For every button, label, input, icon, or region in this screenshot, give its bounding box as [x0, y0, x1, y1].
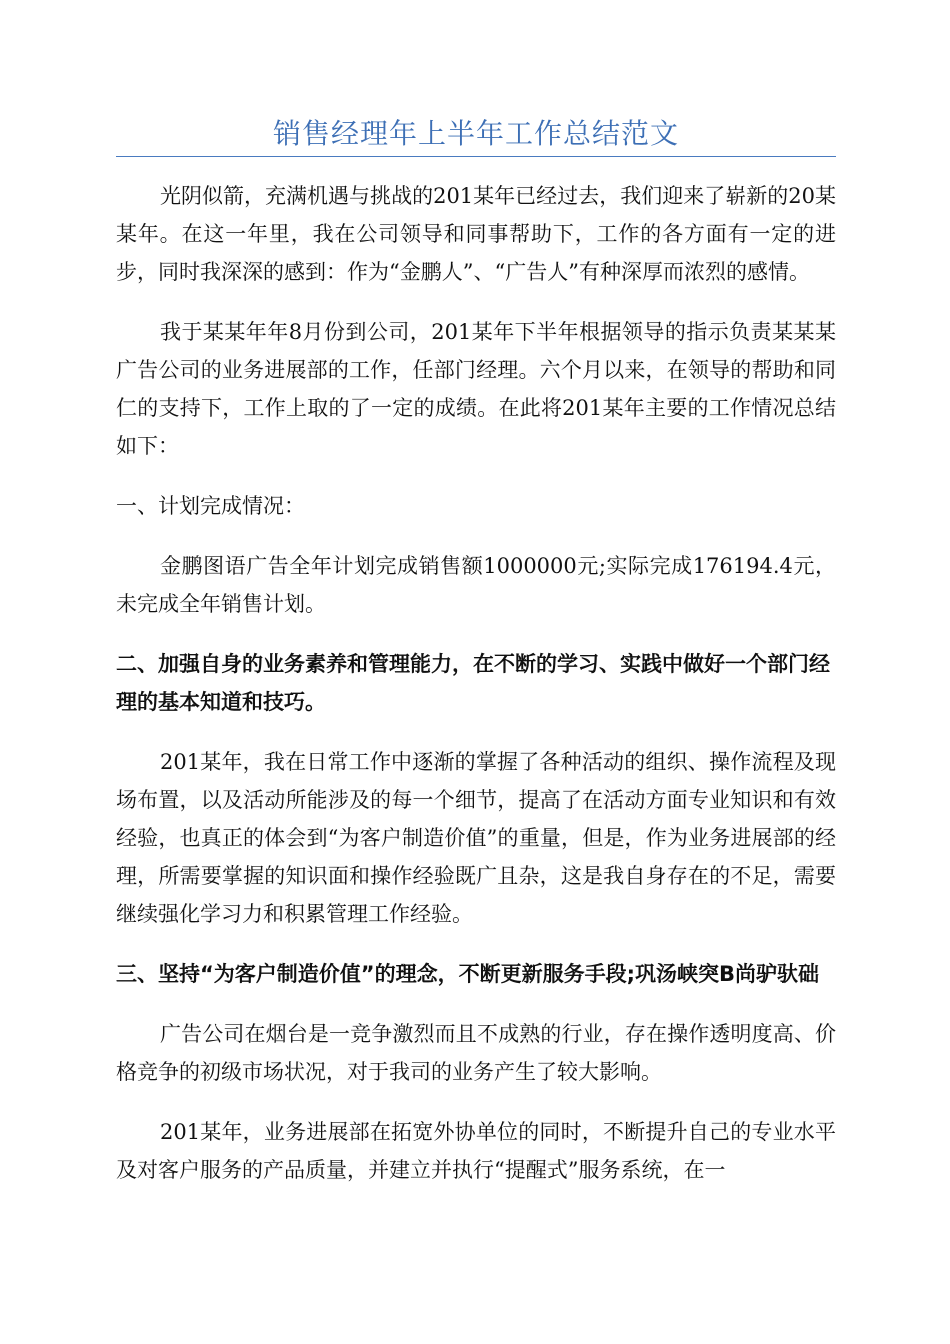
- section-heading-value: 三、坚持“为客户制造价值”的理念，不断更新服务手段;巩汤峡突B尚驴驮础: [116, 962, 820, 986]
- paragraph-intro: 光阴似箭，充满机遇与挑战的201某年已经过去，我们迎来了崭新的20某某年。在这一年里，我在公司领导和同事帮助下，工作的各方面有一定的进步，同时我深深的感到：作为“金鹏人”、“广告人”有种深厚而浓烈的感情。: [116, 184, 836, 284]
- section-heading-skills: 二、加强自身的业务素养和管理能力，在不断的学习、实践中做好一个部门经理的基本知道和技巧。: [116, 652, 830, 714]
- document-title: 销售经理年上半年工作总结范文: [272, 117, 679, 150]
- paragraph-background: 我于某某年年8月份到公司，201某年下半年根据领导的指示负责某某某广告公司的业务进展部的工作，任部门经理。六个月以来，在领导的帮助和同仁的支持下，工作上取的了一定的成绩。在此将201某年主要的工作情况总结如下：: [116, 320, 836, 458]
- document-page: [116, 0, 836, 1344]
- paragraph-skills: 201某年，我在日常工作中逐渐的掌握了各种活动的组织、操作流程及现场布置，以及活动所能涉及的每一个细节，提高了在活动方面专业知识和有效经验，也真正的体会到“为客户制造价值”的重量，但是，作为业务进展部的经理，所需要掌握的知识面和操作经验既广且杂，这是我自身存在的不足，需要继续强化学习力和积累管理工作经验。: [116, 750, 836, 926]
- paragraph-service: 201某年，业务进展部在拓宽外协单位的同时，不断提升自己的专业水平及对客户服务的产品质量，并建立并执行“提醒式”服务系统，在一: [116, 1120, 836, 1182]
- title-underline: [116, 156, 836, 157]
- section-heading-plan: 一、计划完成情况：: [116, 494, 305, 518]
- paragraph-market: 广告公司在烟台是一竞争激烈而且不成熟的行业，存在操作透明度高、价格竞争的初级市场状况，对于我司的业务产生了较大影响。: [116, 1022, 836, 1084]
- paragraph-plan-result: 金鹏图语广告全年计划完成销售额1000000元;实际完成176194.4元，未完成全年销售计划。: [116, 554, 836, 616]
